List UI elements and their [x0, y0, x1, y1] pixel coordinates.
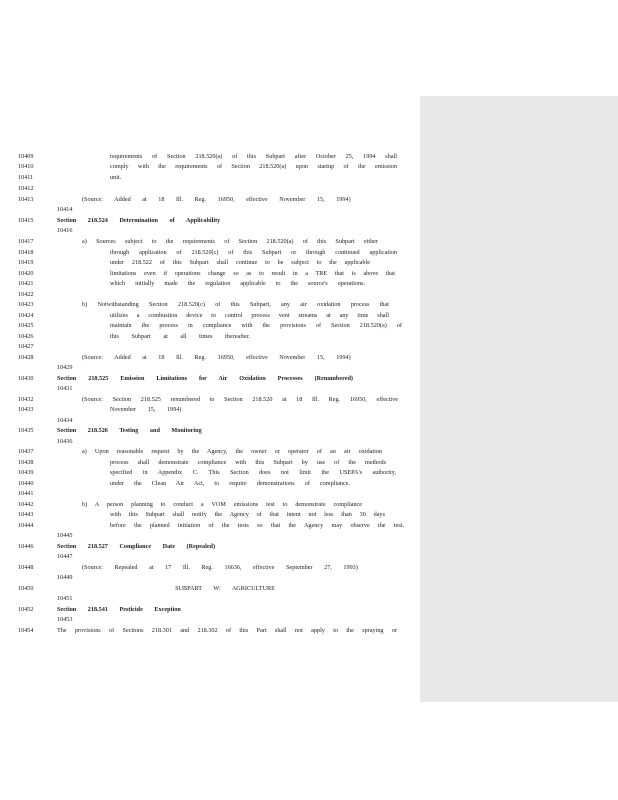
line-number: 10411: [18, 174, 34, 181]
line-number: 10447: [57, 553, 73, 560]
line-number: 10450: [18, 585, 34, 592]
body-text-line: with this Subpart shall notify the Agency of that intent not less than 30 days: [110, 511, 385, 518]
line-number: 10427: [18, 343, 34, 350]
section-heading: Section 218.526 Testing and Monitoring: [57, 427, 202, 434]
line-number: 10425: [18, 322, 34, 329]
body-text-line: The provisions of Sections 218.301 and 218.302 of this Part shall not apply to the spraying or: [57, 627, 397, 634]
line-number: 10440: [18, 480, 34, 487]
body-text-line: utilizes a combustion device to control process vent streams at any time shall: [110, 312, 389, 319]
line-number: 10414: [57, 206, 73, 213]
body-text-line: under 218.522 of this Subpart shall continue to be subject to the applicable: [110, 259, 370, 266]
section-heading: Section 218.541 Pesticide Exception: [57, 606, 181, 613]
line-number: 10426: [18, 333, 34, 340]
body-text-line: b) A person planning to conduct a VOM emissions test to demonstrate compliance: [82, 501, 362, 508]
line-number: 10424: [18, 312, 34, 319]
body-text-line: maintain the process in compliance with the provisions of Section 218.520(a) of: [110, 322, 402, 329]
line-number: 10437: [18, 448, 34, 455]
body-text-line: a) Upon reasonable request by the Agency, the owner or operator of an air oxidation: [82, 448, 382, 455]
line-number: 10410: [18, 163, 34, 170]
body-text-line: b) Notwithstanding Section 218.520(c) of this Subpart, any air oxidation process that: [82, 301, 389, 308]
section-heading: Section 218.524 Determination of Applicability: [57, 217, 221, 224]
line-number: 10439: [18, 469, 34, 476]
body-text-line: (Source: Added at 18 Ill. Reg. 16950, effective November 15, 1994): [82, 196, 351, 203]
line-number: 10451: [57, 595, 73, 602]
line-number: 10415: [18, 217, 34, 224]
body-text-line: requirements of Section 218.520(a) of this Subpart after October 25, 1994 shall: [110, 153, 397, 160]
line-number: 10417: [18, 238, 34, 245]
line-number: 10423: [18, 301, 34, 308]
body-text-line: a) Sources subject to the requirements of Section 218.520(a) of this Subpart either: [82, 238, 378, 245]
line-number: 10452: [18, 606, 34, 613]
body-text-line: (Source: Added at 18 Ill. Reg. 16950, effective November 15, 1994): [82, 354, 351, 361]
line-number: 10429: [57, 364, 73, 371]
line-number: 10446: [18, 543, 34, 550]
body-text-line: (Source: Repealed at 17 Ill. Reg. 16636, effective September 27, 1993): [82, 564, 358, 571]
line-number: 10448: [18, 564, 34, 571]
line-number: 10431: [57, 385, 73, 392]
body-text-line: this Subpart at all times thereafter.: [110, 333, 250, 340]
line-number: 10442: [18, 501, 34, 508]
line-number: 10444: [18, 522, 34, 529]
line-number: 10454: [18, 627, 34, 634]
body-text-line: before the planned initiation of the tests so that the Agency may observe the test.: [110, 522, 404, 529]
line-number: 10432: [18, 396, 34, 403]
body-text-line: limitations even if operations change so as to result in a TRE that is above that: [110, 270, 395, 277]
body-text-line: November 15, 1994): [110, 406, 182, 413]
line-number: 10438: [18, 459, 34, 466]
line-number: 10436: [57, 438, 73, 445]
line-number: 10453: [57, 616, 73, 623]
line-number: 10418: [18, 249, 34, 256]
line-number: 10409: [18, 153, 34, 160]
section-heading: Section 218.525 Emission Limitations for Air Oxidation Processes (Renumbered): [57, 375, 353, 382]
line-number: 10441: [18, 490, 34, 497]
body-text-line: specified in Appendix C. This Section does not limit the USEPA's authority,: [110, 469, 396, 476]
line-number: 10428: [18, 354, 34, 361]
line-number: 10412: [18, 185, 34, 192]
line-number: 10434: [57, 417, 73, 424]
body-text-line: through application of 218.520(c) of this Subpart or through continued application: [110, 249, 397, 256]
line-number: 10449: [57, 574, 73, 581]
line-number: 10416: [57, 227, 73, 234]
comment-pane: [420, 96, 618, 702]
line-number: 10435: [18, 427, 34, 434]
line-number: 10445: [57, 532, 73, 539]
body-text-line: unit.: [110, 174, 122, 181]
line-number: 10433: [18, 406, 34, 413]
line-number: 10419: [18, 259, 34, 266]
line-number: 10420: [18, 270, 34, 277]
line-number: 10430: [18, 375, 34, 382]
line-number: 10422: [18, 291, 34, 298]
line-number: 10413: [18, 196, 34, 203]
subpart-heading: SUBPART W: AGRICULTURE: [175, 585, 275, 592]
body-text-line: comply with the requirements of Section 218.520(a) upon startup of the emission: [110, 163, 397, 170]
body-text-line: process shall demonstrate compliance with this Subpart by use of the methods: [110, 459, 386, 466]
body-text-line: under the Clean Air Act, to require demonstrations of compliance.: [110, 480, 350, 487]
section-heading: Section 218.527 Compliance Date (Repealed): [57, 543, 216, 550]
body-text-line: (Source: Section 218.525 renumbered to Section 218.520 at 18 Ill. Reg. 16950, effective: [82, 396, 398, 403]
body-text-line: which initially made the regulation applicable to the source's operations.: [110, 280, 365, 287]
line-number: 10421: [18, 280, 34, 287]
line-number: 10443: [18, 511, 34, 518]
